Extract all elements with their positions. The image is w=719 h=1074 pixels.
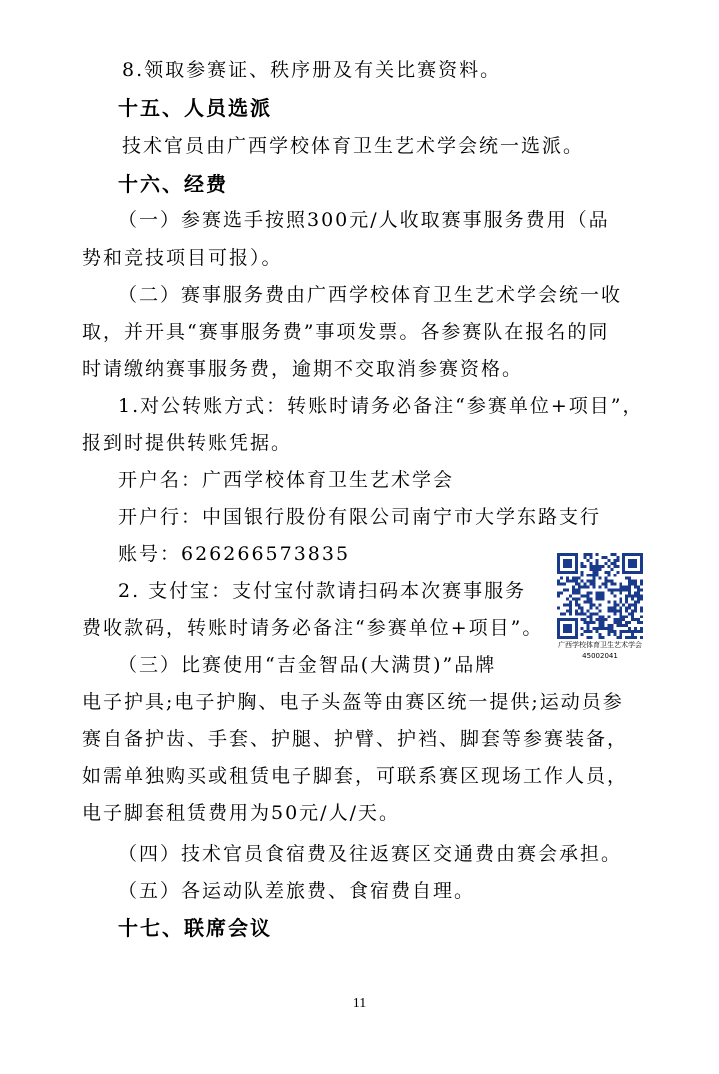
qr-code-icon[interactable] [557,553,643,639]
paragraph-line: 1.对公转账方式：转账时请务必备注“参赛单位+项目”， [118,395,644,417]
alipay-qr-block [553,553,647,661]
paragraph-line: 8.领取参赛证、秩序册及有关比赛资料。 [122,59,502,81]
paragraph-line: （四）技术官员食宿费及往返赛区交通费由赛会承担。 [118,843,623,865]
paragraph-line: （一）参赛选手按照300元/人收取赛事服务费用（品 [118,209,610,231]
paragraph-line: 报到时提供转账凭据。 [82,432,293,454]
paragraph-line: 电子脚套租赁费用为50元/人/天。 [82,802,400,824]
paragraph-line: （二）赛事服务费由广西学校体育卫生艺术学会统一收 [118,284,623,306]
account-name-line: 开户名：广西学校体育卫生艺术学会 [118,469,455,491]
section-heading: 十五、人员选派 [118,96,272,120]
paragraph-line: （三）比赛使用“吉金智品(大满贯)”品牌 [118,654,497,676]
account-number-line: 账号：626266573835 [118,543,351,565]
paragraph-line: （五）各运动队差旅费、食宿费自理。 [118,880,476,902]
paragraph-line: 2. 支付宝：支付宝付款请扫码本次赛事服务 [118,580,527,602]
paragraph-line: 费收款码，转账时请务必备注“参赛单位+项目”。 [82,617,544,639]
bank-line: 开户行：中国银行股份有限公司南宁市大学东路支行 [118,506,602,528]
paragraph-line: 电子护具;电子护胸、电子头盔等由赛区统一提供;运动员参 [82,691,624,713]
section-heading: 十六、经费 [118,172,228,196]
page-number: 11 [352,996,367,1011]
paragraph-line: 势和竞技项目可报）。 [82,247,283,269]
qr-caption-id: 45002041 [582,652,618,660]
paragraph-line: 赛自备护齿、手套、护腿、护臂、护裆、脚套等参赛装备， [82,728,629,750]
paragraph-line: 技术官员由广西学校体育卫生艺术学会统一选派。 [122,135,585,157]
paragraph-line: 时请缴纳赛事服务费，逾期不交取消参赛资格。 [82,358,524,380]
qr-caption-name: 广西学校体育卫生艺术学会 [558,641,642,649]
paragraph-line: 如需单独购买或租赁电子脚套，可联系赛区现场工作人员， [82,765,629,787]
paragraph-line: 取，并开具“赛事服务费”事项发票。各参赛队在报名的同 [82,321,610,343]
section-heading: 十七、联席会议 [118,916,272,940]
